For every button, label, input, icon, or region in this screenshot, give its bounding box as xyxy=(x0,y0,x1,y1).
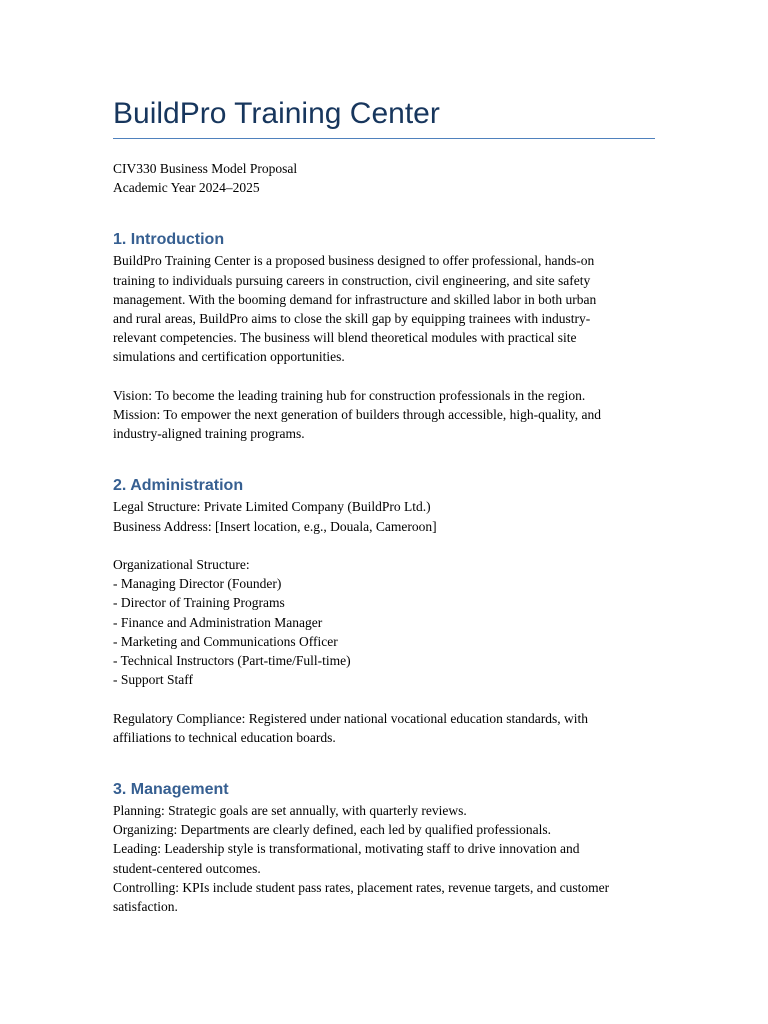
subtitle-block xyxy=(113,159,655,197)
planning-line: Planning: Strategic goals are set annually, with quarterly reviews. xyxy=(113,803,467,819)
title-underline-divider xyxy=(113,138,655,139)
business-address-line: Business Address: [Insert location, e.g., Douala, Cameroon] xyxy=(113,518,437,534)
organizing-line: Organizing: Departments are clearly defined, each led by qualified professionals. xyxy=(113,822,551,838)
paragraph-gap xyxy=(113,689,655,708)
paragraph-line: and rural areas, BuildPro aims to close the skill gap by equipping trainees with industry- xyxy=(113,311,591,327)
legal-paragraph xyxy=(113,497,655,535)
leading-line: Leading: Leadership style is transformational, motivating staff to drive innovation and xyxy=(113,841,580,857)
section-heading-introduction: 1. Introduction xyxy=(113,231,225,249)
paragraph-line: management. With the booming demand for infrastructure and skilled labor in both urban xyxy=(113,291,597,307)
paragraph-line: Regulatory Compliance: Registered under national vocational education standards, with xyxy=(113,710,588,726)
course-line: CIV330 Business Model Proposal xyxy=(113,161,298,176)
subtitle-text xyxy=(113,159,655,197)
paragraph-gap xyxy=(113,367,655,386)
introduction-paragraph xyxy=(113,251,655,366)
list-item: - Finance and Administration Manager xyxy=(113,614,323,630)
paragraph-line: affiliations to technical education boards. xyxy=(113,729,336,745)
section-heading-administration: 2. Administration xyxy=(113,477,244,495)
paragraph-line: relevant competencies. The business will blend theoretical modules with practical site xyxy=(113,330,577,346)
leading-line-continued: student-centered outcomes. xyxy=(113,860,261,876)
paragraph-line: training to individuals pursuing careers in construction, civil engineering, and site safety xyxy=(113,272,591,288)
controlling-line-continued: satisfaction. xyxy=(113,899,178,915)
list-item: - Marketing and Communications Officer xyxy=(113,633,338,649)
mission-line: Mission: To empower the next generation of builders through accessible, high-quality, and xyxy=(113,407,601,423)
vision-line: Vision: To become the leading training hub for construction professionals in the region. xyxy=(113,387,586,403)
list-item: - Director of Training Programs xyxy=(113,595,285,611)
academic-year-line: Academic Year 2024–2025 xyxy=(113,180,260,196)
legal-structure-line: Legal Structure: Private Limited Company (BuildPro Ltd.) xyxy=(113,499,431,515)
controlling-line: Controlling: KPIs include student pass rates, placement rates, revenue targets, and customer xyxy=(113,879,610,895)
paragraph-gap xyxy=(113,536,655,555)
list-item: - Support Staff xyxy=(113,672,193,688)
list-item: - Technical Instructors (Part-time/Full-time) xyxy=(113,653,351,669)
section-heading-management: 3. Management xyxy=(113,781,229,799)
paragraph-line: simulations and certification opportunities. xyxy=(113,349,345,365)
org-structure-list xyxy=(113,555,655,689)
vision-mission-paragraph xyxy=(113,386,655,444)
org-structure-label: Organizational Structure: xyxy=(113,557,250,573)
mission-line-continued: industry-aligned training programs. xyxy=(113,426,305,442)
compliance-paragraph xyxy=(113,709,655,747)
paragraph-line: BuildPro Training Center is a proposed business designed to offer professional, hands-on xyxy=(113,253,595,269)
list-item: - Managing Director (Founder) xyxy=(113,576,282,592)
management-paragraph xyxy=(113,801,655,916)
document-title: BuildPro Training Center xyxy=(113,97,440,130)
